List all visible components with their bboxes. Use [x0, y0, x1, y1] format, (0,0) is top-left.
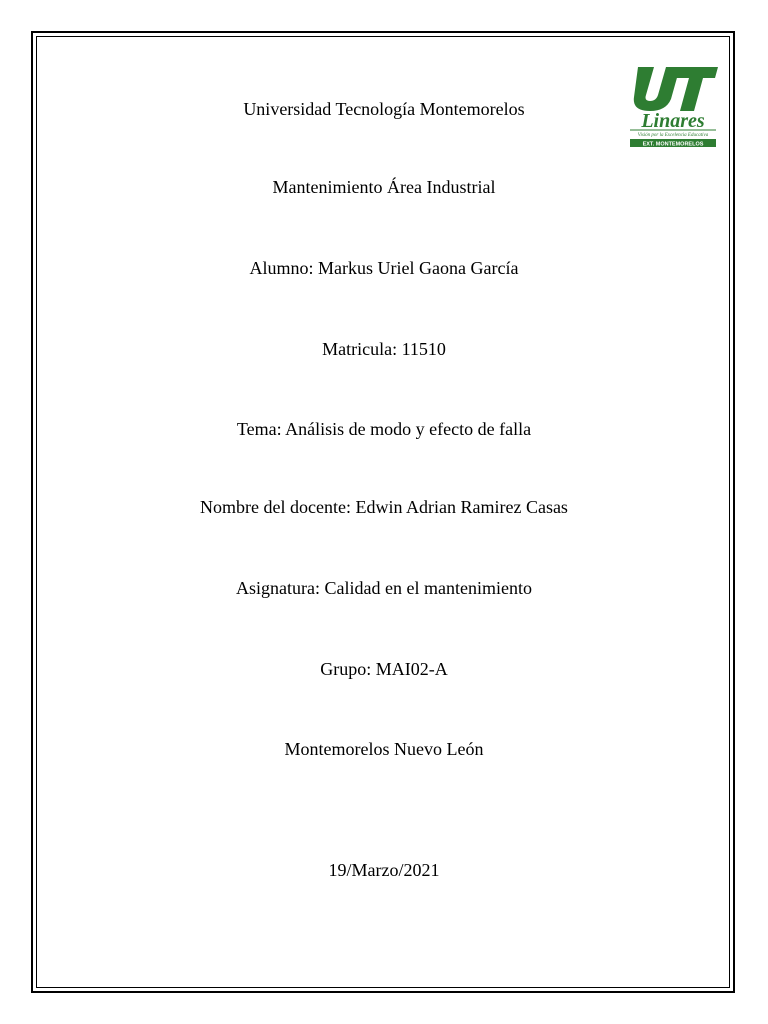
group-name: Grupo: MAI02-A [320, 659, 448, 679]
enrollment-number: Matricula: 11510 [322, 339, 446, 359]
location: Montemorelos Nuevo León [284, 739, 484, 759]
svg-text:EXT. MONTEMORELOS: EXT. MONTEMORELOS [642, 141, 704, 148]
svg-text:Linares: Linares [641, 110, 705, 132]
svg-text:Visión por la Excelencia Educa: Visión por la Excelencia Educativa [637, 133, 709, 138]
teacher-name: Nombre del docente: Edwin Adrian Ramirez Casas [200, 497, 568, 517]
student-name: Alumno: Markus Uriel Gaona García [249, 258, 519, 278]
topic: Tema: Análisis de modo y efecto de falla [236, 419, 532, 439]
subject-name: Asignatura: Calidad en el mantenimiento [236, 578, 532, 598]
document-date: 19/Marzo/2021 [328, 860, 440, 880]
university-name: Universidad Tecnología Montemorelos [243, 99, 525, 119]
program-name: Mantenimiento Área Industrial [272, 177, 496, 197]
